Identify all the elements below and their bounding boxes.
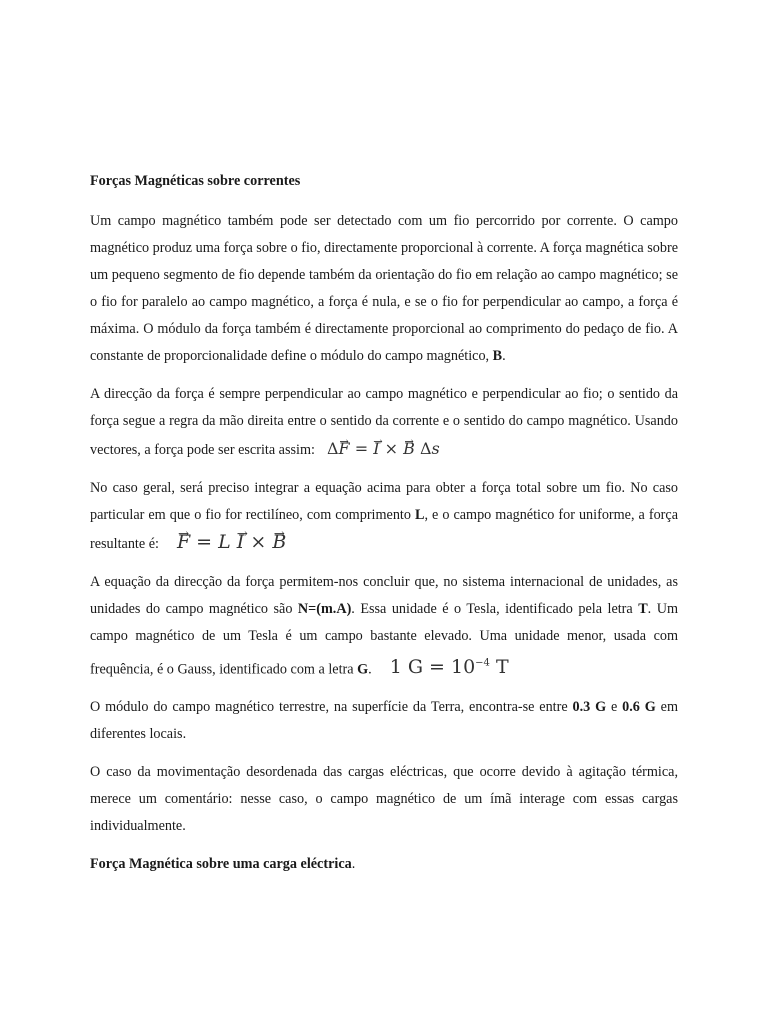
paragraph-1-bold: B bbox=[492, 348, 503, 364]
paragraph-4-bold-1: N=(m.A) bbox=[297, 601, 352, 617]
gauss-tesla-equation: 1 $G = 10^{-4}$ T bbox=[389, 656, 509, 679]
document-body bbox=[90, 168, 678, 889]
paragraph-4-bold-3: G bbox=[357, 661, 369, 678]
paragraph-6-text: O caso da movimentação desordenada das cargas eléctricas, que ocorre devido à agitação térmica, merece um comentário: nesse caso, o campo magnético de um ímã interage com essas cargas individualmente. bbox=[90, 764, 678, 835]
resultant-force-equation: → F = L → I × → B bbox=[177, 531, 286, 553]
paragraph-3 bbox=[90, 475, 678, 558]
section-heading: Forças Magnéticas sobre correntes bbox=[90, 173, 301, 189]
paragraph-5-text-1: O módulo do campo magnético terrestre, na superfície da Terra, encontra-se entre bbox=[90, 699, 573, 716]
subsection-heading-end: . bbox=[351, 856, 356, 873]
paragraph-5-bold-1: 0.3 G bbox=[572, 699, 607, 716]
paragraph-4 bbox=[90, 569, 678, 683]
paragraph-5-text-2: e bbox=[606, 699, 623, 716]
paragraph-3-text-1: No caso geral, será preciso integrar a equação acima para obter a força total sobre um fio. No caso particular em que o fio for rectilíneo, com comprimento bbox=[90, 480, 678, 523]
paragraph-3-text-2: , e o campo magnético for uniforme, a força resultante é: bbox=[90, 507, 678, 552]
paragraph-5 bbox=[90, 694, 678, 748]
paragraph-5-bold-2: 0.6 G bbox=[622, 699, 656, 716]
paragraph-1 bbox=[90, 208, 678, 370]
paragraph-5-text-3: em diferentes locais. bbox=[90, 699, 678, 743]
paragraph-2 bbox=[90, 381, 678, 464]
paragraph-3-bold: L bbox=[414, 507, 425, 523]
paragraph-4-text-4: . bbox=[368, 661, 372, 678]
paragraph-4-text-2: . Essa unidade é o Tesla, identificado pela letra bbox=[351, 601, 639, 617]
paragraph-4-text-1: A equação da direcção da força permitem-nos concluir que, no sistema internacional de unidades, as unidades do campo magnético são bbox=[90, 574, 678, 617]
force-element-equation: Δ→ F = → I × → B Δs bbox=[327, 439, 440, 458]
paragraph-2-text: A direcção da força é sempre perpendicular ao campo magnético e perpendicular ao fio; o sentido da força segue a regra da mão direita entre o sentido da corrente e o sentido do campo magnético. Usando vectores, a força pode ser escrita assim: bbox=[90, 386, 678, 458]
subsection-heading bbox=[90, 851, 678, 878]
paragraph-1-end: . bbox=[502, 348, 506, 364]
paragraph-4-text-3: . Um campo magnético de um Tesla é um campo bastante elevado. Uma unidade menor, usada com frequência, é o Gauss, identificado com a letra bbox=[90, 601, 678, 678]
subsection-heading-bold: Força Magnética sobre uma carga eléctrica bbox=[90, 856, 352, 873]
paragraph-1-text: Um campo magnético também pode ser detectado com um fio percorrido por corrente. O campo magnético produz uma força sobre o fio, directamente proporcional à corrente. A força magnética sobre um pequeno segmento de fio depende também da orientação do fio em relação ao campo magnético; se o fio for paralelo ao campo magnético, a força é nula, e se o fio for perpendicular ao campo, a força é máxima. O módulo da força também é directamente proporcional ao comprimento do pedaço de fio. A constante de proporcionalidade define o módulo do campo magnético, bbox=[90, 213, 678, 364]
paragraph-6 bbox=[90, 759, 678, 840]
paragraph-4-bold-2: T bbox=[638, 601, 648, 617]
